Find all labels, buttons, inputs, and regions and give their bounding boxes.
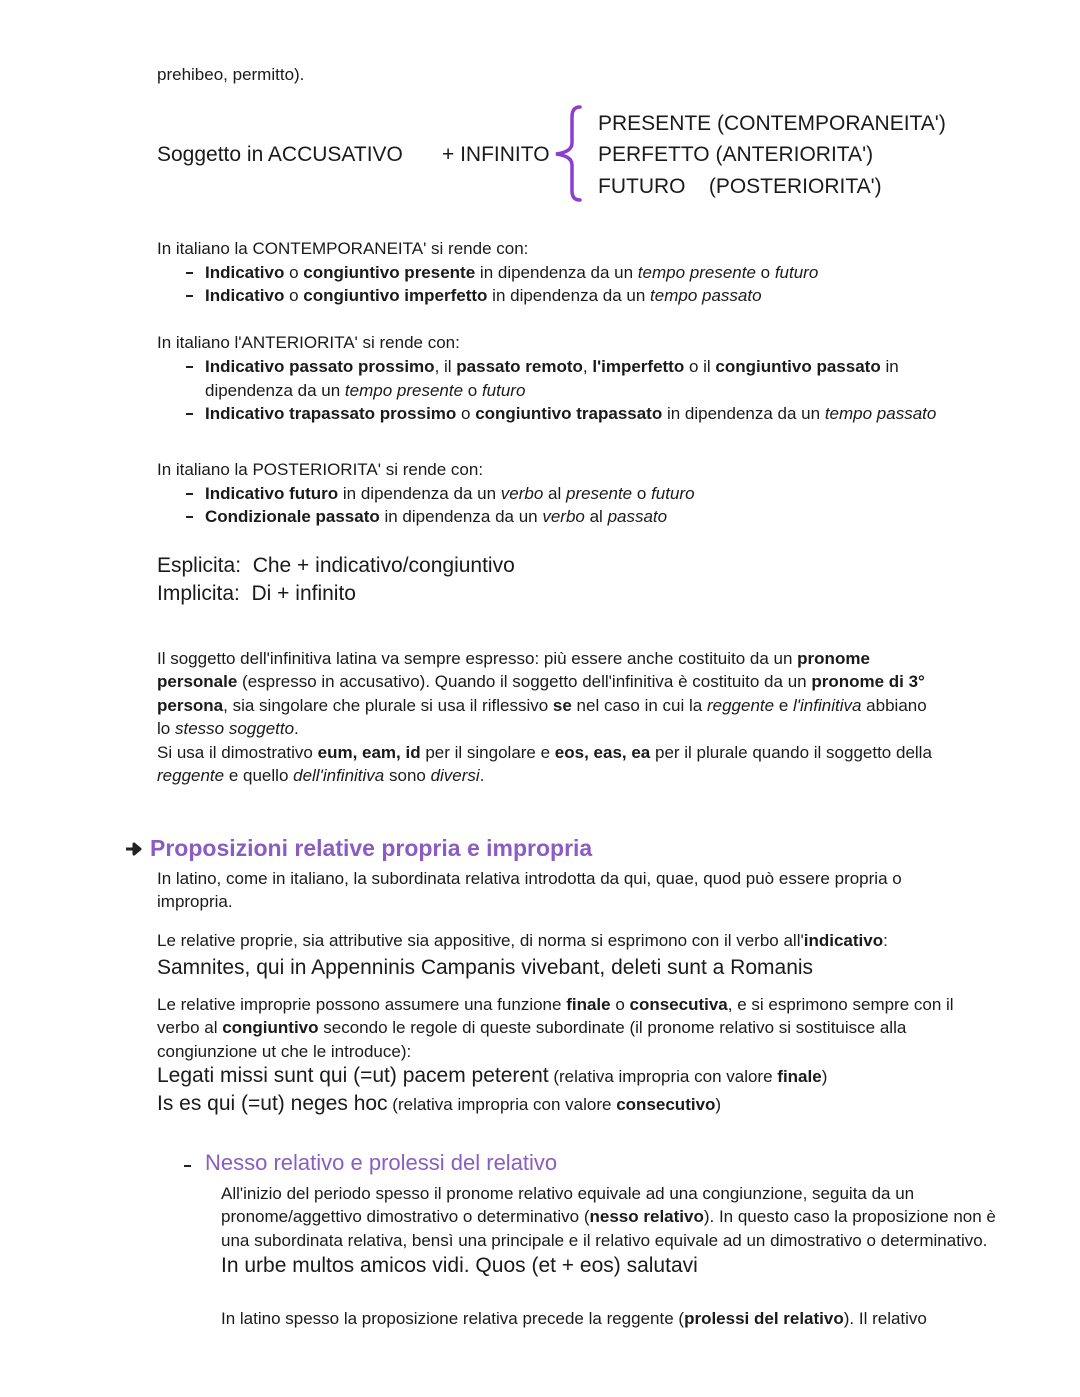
posteriorita-item-1: Indicativo futuro in dipendenza da un verbo al presente o futuro — [205, 484, 695, 503]
implicita-line: Implicita: Di + infinito — [157, 582, 356, 605]
soggetto-para-line-4: lo stesso soggetto. — [157, 719, 299, 738]
anteriorita-intro: In italiano l'ANTERIORITA' si rende con: — [157, 333, 460, 352]
formula-subject: Soggetto in ACCUSATIVO — [157, 143, 403, 166]
nesso-line-1: All'inizio del periodo spesso il pronome relativo equivale ad una congiunzione, seguita da un — [221, 1184, 915, 1203]
formula-branch-futuro: FUTURO (POSTERIORITA') — [598, 175, 882, 198]
posteriorita-item-2: Condizionale passato in dipendenza da un verbo al passato — [205, 507, 668, 526]
top-fragment: prehibeo, permitto). — [157, 65, 305, 84]
nesso-line-3: una subordinata relativa, bensì una principale e il relativo equivale ad un dimostrativo o determinativo. — [221, 1231, 988, 1250]
anteriorita-item-1-line-2: dipendenza da un tempo presente o futuro — [205, 381, 526, 400]
contemporaneita-intro: In italiano la CONTEMPORANEITA' si rende con: — [157, 239, 529, 258]
example-samnites: Samnites, qui in Appenninis Campanis vivebant, deleti sunt a Romanis — [157, 956, 814, 979]
nesso-heading: Nesso relativo e prolessi del relativo — [205, 1150, 558, 1175]
relative-improprie-line-3: congiunzione ut che le introduce): — [157, 1042, 412, 1061]
contemporaneita-item-2: Indicativo o congiuntivo imperfetto in dipendenza da un tempo passato — [205, 286, 762, 305]
prolessi-line: In latino spesso la proposizione relativa precede la reggente (prolessi del relativo). Il relativo — [221, 1309, 927, 1328]
example-legati: Legati missi sunt qui (=ut) pacem peterent (relativa impropria con valore finale) — [157, 1064, 828, 1087]
relative-intro-line-2: impropria. — [157, 892, 233, 911]
relative-improprie-line-2: verbo al congiuntivo secondo le regole di queste subordinate (il pronome relativo si sostituisce alla — [157, 1018, 907, 1037]
example-is-es: Is es qui (=ut) neges hoc (relativa impropria con valore consecutivo) — [157, 1092, 722, 1115]
relative-proprie: Le relative proprie, sia attributive sia appositive, di norma si esprimono con il verbo all'indicativo: — [157, 931, 888, 950]
esplicita-line: Esplicita: Che + indicativo/congiuntivo — [157, 554, 515, 577]
posteriorita-intro: In italiano la POSTERIORITA' si rende con: — [157, 460, 484, 479]
formula-infinito: + INFINITO — [442, 143, 550, 166]
nesso-line-2: pronome/aggettivo dimostrativo o determinativo (nesso relativo). In questo caso la proposizione non è — [221, 1207, 996, 1226]
arrow-right-icon — [124, 840, 146, 860]
bullet-dash — [186, 493, 193, 495]
soggetto-para-line-2: personale (espresso in accusativo). Quando il soggetto dell'infinitiva è costituito da un pronome di 3° — [157, 672, 925, 691]
relative-intro-line-1: In latino, come in italiano, la subordinata relativa introdotta da qui, quae, quod può essere propria o — [157, 869, 902, 888]
bullet-dash — [186, 413, 193, 415]
anteriorita-item-1-line-1: Indicativo passato prossimo, il passato remoto, l'imperfetto o il congiuntivo passato in — [205, 357, 899, 376]
anteriorita-item-2: Indicativo trapassato prossimo o congiuntivo trapassato in dipendenza da un tempo passato — [205, 404, 937, 423]
bullet-dash — [186, 366, 193, 368]
formula-branch-presente: PRESENTE (CONTEMPORANEITA') — [598, 112, 946, 135]
bullet-dash — [186, 516, 193, 518]
relative-heading: Proposizioni relative propria e impropria — [150, 835, 593, 861]
bullet-dash — [184, 1165, 191, 1167]
soggetto-para-line-6: reggente e quello dell'infinitiva sono diversi. — [157, 766, 485, 785]
relative-improprie-line-1: Le relative improprie possono assumere una funzione finale o consecutiva, e si esprimono sempre con il — [157, 995, 954, 1014]
contemporaneita-item-1: Indicativo o congiuntivo presente in dipendenza da un tempo presente o futuro — [205, 263, 819, 282]
bullet-dash — [186, 295, 193, 297]
formula-branch-perfetto: PERFETTO (ANTERIORITA') — [598, 143, 874, 166]
soggetto-para-line-1: Il soggetto dell'infinitiva latina va sempre espresso: più essere anche costituito da un pronome — [157, 649, 870, 668]
soggetto-para-line-3: persona, sia singolare che plurale si usa il riflessivo se nel caso in cui la reggente e l'infinitiva abbiano — [157, 696, 927, 715]
bullet-dash — [186, 272, 193, 274]
example-in-urbe: In urbe multos amicos vidi. Quos (et + eos) salutavi — [221, 1254, 698, 1277]
soggetto-para-line-5: Si usa il dimostrativo eum, eam, id per il singolare e eos, eas, ea per il plurale quando il soggetto della — [157, 743, 932, 762]
brace-icon — [552, 103, 592, 203]
